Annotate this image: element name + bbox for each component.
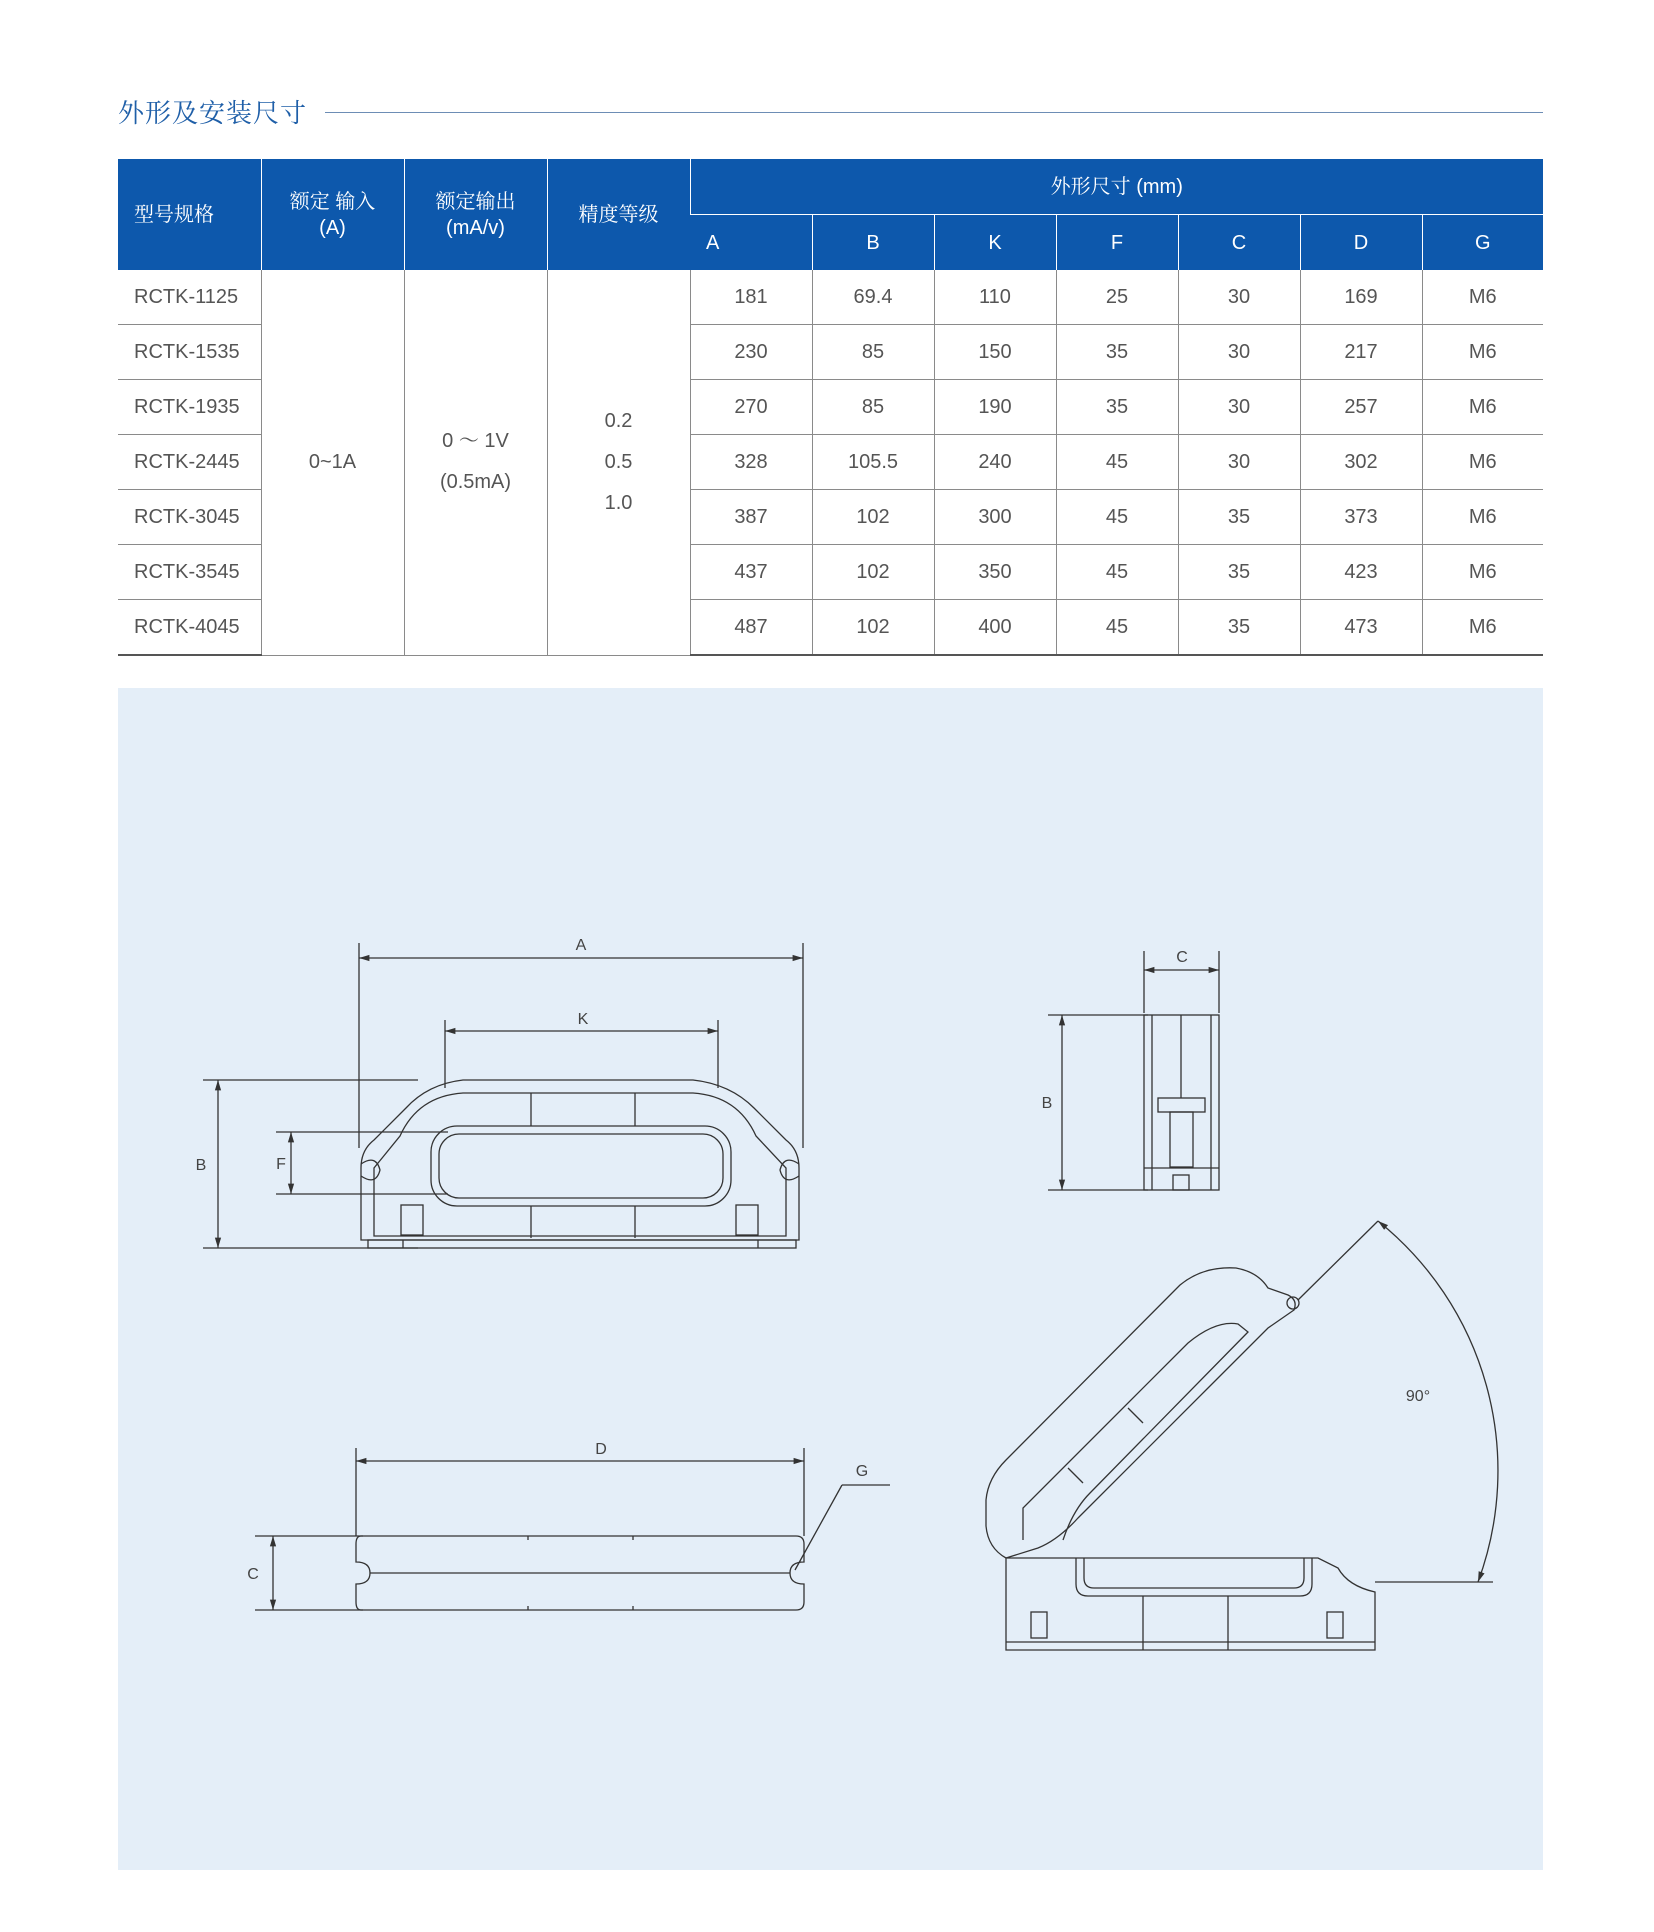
table-row (118, 270, 1543, 325)
dimension-drawings (118, 688, 1543, 1870)
front-view (203, 943, 803, 1248)
dim-cell-k: 350 (934, 545, 1056, 600)
header-rated-output (404, 159, 547, 270)
rated-output-line: (0.5mA) (439, 471, 512, 494)
dim-cell-k: 300 (934, 490, 1056, 545)
label-b-side: B (1041, 1095, 1053, 1112)
header-rated-output-line1: 额定输出 (435, 190, 516, 213)
dim-cell-d: 302 (1300, 435, 1422, 490)
dim-cell-a: 230 (690, 325, 812, 380)
accuracy-value: 0.2 (604, 409, 633, 432)
dim-cell-k: 190 (934, 380, 1056, 435)
dim-cell-a: 487 (690, 600, 812, 656)
label-c-top: C (247, 1566, 259, 1583)
header-dimensions: 外形尺寸 (mm) (690, 159, 1543, 215)
header-dim-k: K (934, 215, 1056, 271)
header-rated-input-line1: 额定 输入 (289, 190, 376, 213)
dim-cell-d: 217 (1300, 325, 1422, 380)
label-d: D (595, 1441, 607, 1458)
open-view (986, 1221, 1498, 1650)
label-a: A (575, 937, 587, 954)
dim-cell-b: 85 (812, 325, 934, 380)
label-c-side: C (1176, 949, 1188, 966)
dim-cell-d: 169 (1300, 270, 1422, 325)
header-dim-b: B (812, 215, 934, 271)
dim-cell-b: 102 (812, 545, 934, 600)
dim-cell-k: 150 (934, 325, 1056, 380)
label-b-front: B (195, 1157, 207, 1174)
dim-cell-f: 45 (1056, 490, 1178, 545)
dim-cell-d: 373 (1300, 490, 1422, 545)
dim-cell-b: 102 (812, 600, 934, 656)
dim-cell-b: 102 (812, 490, 934, 545)
dim-cell-f: 45 (1056, 600, 1178, 656)
label-f: F (276, 1156, 286, 1173)
dim-cell-d: 473 (1300, 600, 1422, 656)
dim-cell-a: 328 (690, 435, 812, 490)
dim-cell-c: 30 (1178, 380, 1300, 435)
header-dim-d: D (1300, 215, 1422, 271)
header-rated-output-line2: (mA/v) (446, 216, 505, 239)
dim-cell-f: 45 (1056, 545, 1178, 600)
dimension-labels (196, 937, 1430, 1583)
dim-cell-f: 25 (1056, 270, 1178, 325)
dim-cell-g: M6 (1422, 490, 1543, 545)
dim-cell-d: 423 (1300, 545, 1422, 600)
header-rated-input-line2: (A) (319, 216, 346, 239)
rated-input-cell: 0~1A (261, 270, 404, 655)
label-g: G (855, 1463, 869, 1480)
dim-cell-g: M6 (1422, 325, 1543, 380)
model-cell: RCTK-4045 (118, 600, 261, 656)
header-dim-c: C (1178, 215, 1300, 271)
dim-cell-d: 257 (1300, 380, 1422, 435)
dim-cell-f: 35 (1056, 380, 1178, 435)
dim-cell-c: 35 (1178, 545, 1300, 600)
header-dim-g: G (1422, 215, 1543, 271)
dim-cell-c: 30 (1178, 435, 1300, 490)
dim-cell-c: 35 (1178, 600, 1300, 656)
dim-cell-f: 35 (1056, 325, 1178, 380)
dim-cell-a: 270 (690, 380, 812, 435)
accuracy-value: 0.5 (604, 450, 633, 473)
header-rated-input (261, 159, 404, 270)
dim-cell-k: 400 (934, 600, 1056, 656)
dim-cell-g: M6 (1422, 380, 1543, 435)
section-title: 外形及安装尺寸 (118, 99, 308, 129)
accuracy-value: 1.0 (604, 491, 633, 514)
model-cell: RCTK-2445 (118, 435, 261, 490)
rated-output-line: 0 ～ 1V (442, 430, 509, 453)
dim-cell-a: 387 (690, 490, 812, 545)
dim-cell-a: 437 (690, 545, 812, 600)
header-dim-f: F (1056, 215, 1178, 271)
header-dim-a: A (690, 215, 812, 271)
dim-cell-c: 35 (1178, 490, 1300, 545)
dim-cell-k: 240 (934, 435, 1056, 490)
dim-cell-f: 45 (1056, 435, 1178, 490)
dim-cell-g: M6 (1422, 600, 1543, 656)
title-divider (325, 112, 1543, 113)
dim-cell-b: 69.4 (812, 270, 934, 325)
dim-cell-c: 30 (1178, 325, 1300, 380)
rated-output-cell (404, 270, 547, 655)
model-cell: RCTK-3545 (118, 545, 261, 600)
accuracy-cell (547, 270, 690, 655)
dim-cell-c: 30 (1178, 270, 1300, 325)
dim-cell-g: M6 (1422, 270, 1543, 325)
spec-table (118, 159, 1543, 656)
model-cell: RCTK-1935 (118, 380, 261, 435)
dim-cell-b: 105.5 (812, 435, 934, 490)
header-accuracy: 精度等级 (547, 159, 690, 270)
top-view (255, 1448, 890, 1610)
dim-cell-b: 85 (812, 380, 934, 435)
model-cell: RCTK-1125 (118, 270, 261, 325)
header-model: 型号规格 (118, 159, 261, 270)
label-k: K (577, 1011, 589, 1028)
dim-cell-g: M6 (1422, 435, 1543, 490)
dim-cell-k: 110 (934, 270, 1056, 325)
side-view (1048, 951, 1219, 1190)
model-cell: RCTK-1535 (118, 325, 261, 380)
dim-cell-g: M6 (1422, 545, 1543, 600)
label-angle: 90° (1405, 1388, 1431, 1405)
dimension-drawing-panel (118, 688, 1543, 1870)
dim-cell-a: 181 (690, 270, 812, 325)
model-cell: RCTK-3045 (118, 490, 261, 545)
